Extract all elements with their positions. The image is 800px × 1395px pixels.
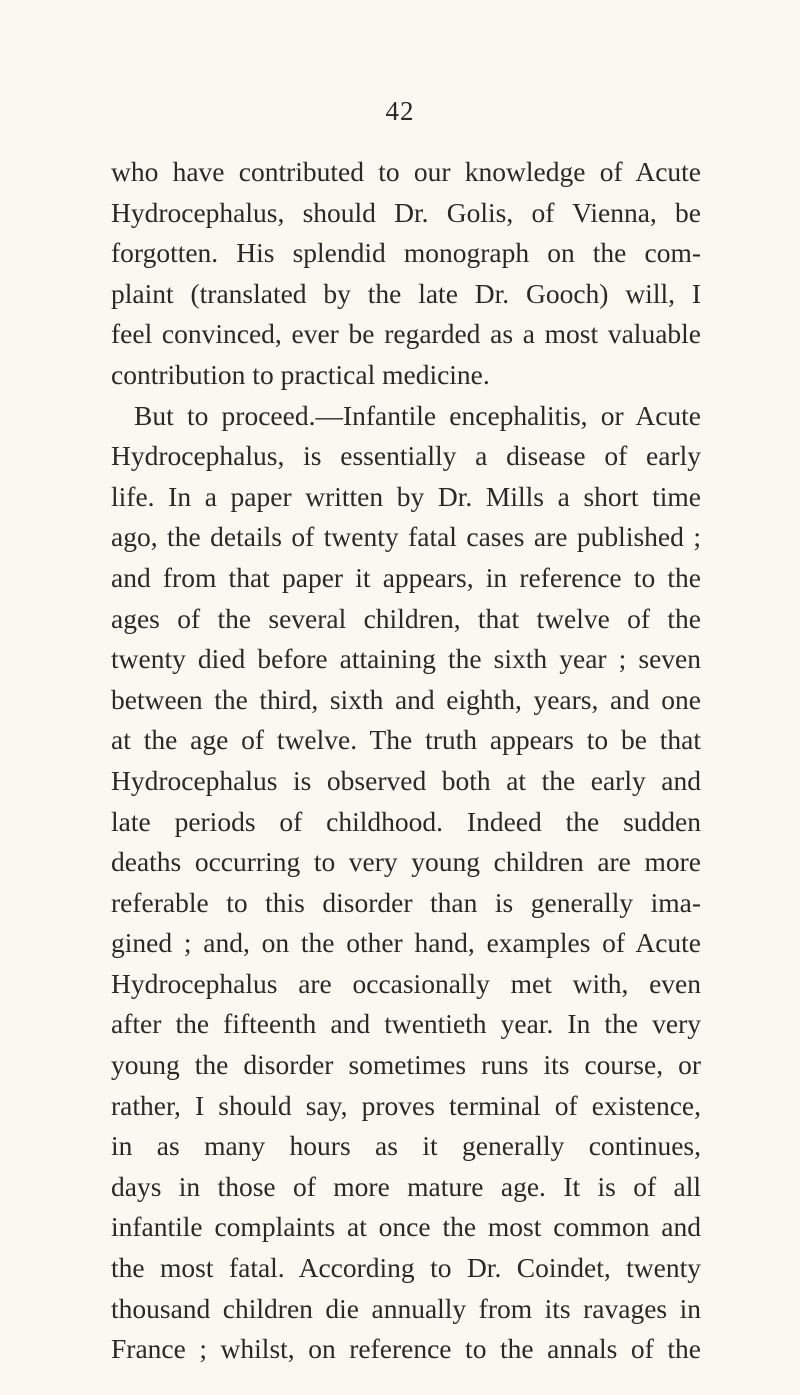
text-line: ages of the several children, that twelve of the	[111, 602, 701, 634]
text-line: rather, I should say, proves terminal of existence,	[111, 1089, 701, 1121]
text-line: plaint (translated by the late Dr. Gooch) will, I	[111, 277, 701, 309]
text-line: between the third, sixth and eighth, years, and one	[111, 683, 701, 715]
text-line: But to proceed.—Infantile encephalitis, or Acute	[134, 399, 701, 431]
text-line: Hydrocephalus, is essentially a disease of early	[111, 440, 701, 472]
text-line: who have contributed to our knowledge of Acute	[111, 156, 701, 187]
text-line: life. In a paper written by Dr. Mills a short time	[111, 480, 701, 512]
text-line: France ; whilst, on reference to the annals of the	[111, 1333, 701, 1365]
text-line: late periods of childhood. Indeed the sudden	[111, 805, 701, 837]
body-text	[111, 152, 701, 1370]
text-line: twenty died before attaining the sixth year ; seven	[111, 643, 701, 675]
text-line: Hydrocephalus, should Dr. Golis, of Vienna, be	[111, 196, 701, 228]
text-line: forgotten. His splendid monograph on the com-	[111, 237, 701, 269]
text-line: deaths occurring to very young children are more	[111, 846, 701, 878]
text-line: after the fifteenth and twentieth year. In the very	[111, 1008, 701, 1040]
text-line: Hydrocephalus is observed both at the early and	[111, 764, 701, 796]
text-line: referable to this disorder than is generally ima-	[111, 886, 701, 918]
text-line: thousand children die annually from its ravages in	[111, 1292, 701, 1324]
text-line: gined ; and, on the other hand, examples of Acute	[111, 927, 701, 959]
text-line: the most fatal. According to Dr. Coindet, twenty	[111, 1252, 701, 1284]
text-line: feel convinced, ever be regarded as a most valuable	[111, 318, 701, 350]
text-line: and from that paper it appears, in reference to the	[111, 561, 701, 593]
text-line: in as many hours as it generally continues,	[111, 1130, 701, 1162]
text-line: at the age of twelve. The truth appears to be that	[111, 724, 701, 756]
text-line: young the disorder sometimes runs its course, or	[111, 1049, 701, 1081]
text-line: ago, the details of twenty fatal cases are published ;	[111, 521, 701, 553]
text-line: Hydrocephalus are occasionally met with, even	[111, 967, 701, 999]
text-line: infantile complaints at once the most common and	[111, 1211, 701, 1243]
text-line: contribution to practical medicine.	[111, 358, 490, 390]
text-line: days in those of more mature age. It is of all	[111, 1170, 701, 1202]
page-number: 42	[385, 96, 415, 126]
